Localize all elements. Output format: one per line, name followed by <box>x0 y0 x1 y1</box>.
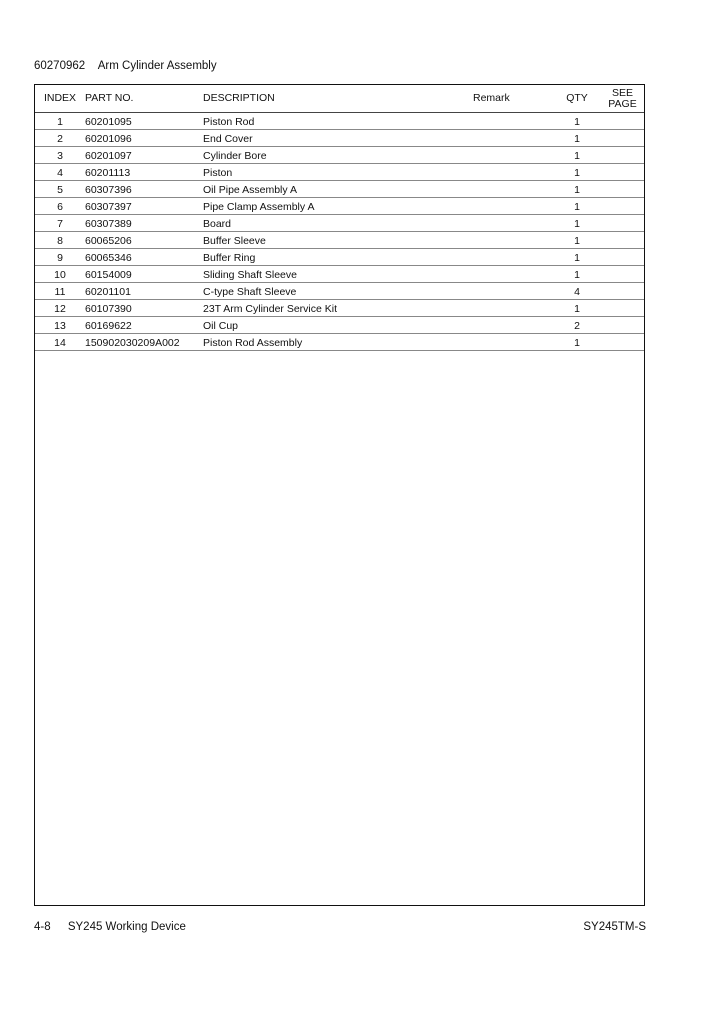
cell-description: Sliding Shaft Sleeve <box>203 266 473 283</box>
footer-section: SY245 Working Device <box>67 921 186 933</box>
table-row <box>35 317 644 334</box>
cell-index: 14 <box>35 334 85 351</box>
footer-doc-code: SY245TM-S <box>583 921 646 933</box>
cell-remark <box>473 147 553 164</box>
cell-description: End Cover <box>203 130 473 147</box>
cell-part-no: 150902030209A002 <box>85 334 203 351</box>
table-row <box>35 130 644 147</box>
cell-see-page <box>601 164 644 181</box>
table-row <box>35 266 644 283</box>
cell-see-page <box>601 181 644 198</box>
cell-qty: 1 <box>553 334 601 351</box>
cell-see-page <box>601 198 644 215</box>
page-title <box>34 60 217 72</box>
cell-see-page <box>601 147 644 164</box>
cell-index: 13 <box>35 317 85 334</box>
cell-see-page <box>601 266 644 283</box>
table-row <box>35 300 644 317</box>
cell-part-no: 60201101 <box>85 283 203 300</box>
cell-remark <box>473 198 553 215</box>
cell-qty: 1 <box>553 147 601 164</box>
cell-part-no: 60307397 <box>85 198 203 215</box>
parts-table-frame <box>34 84 645 906</box>
cell-remark <box>473 113 553 130</box>
table-row <box>35 283 644 300</box>
table-row <box>35 334 644 351</box>
cell-index: 2 <box>35 130 85 147</box>
cell-see-page <box>601 317 644 334</box>
cell-part-no: 60107390 <box>85 300 203 317</box>
header-description: DESCRIPTION <box>203 85 473 113</box>
table-row <box>35 164 644 181</box>
cell-remark <box>473 300 553 317</box>
cell-see-page <box>601 232 644 249</box>
cell-description: Cylinder Bore <box>203 147 473 164</box>
header-index: INDEX <box>35 85 85 113</box>
cell-qty: 1 <box>553 113 601 130</box>
cell-remark <box>473 334 553 351</box>
cell-description: Buffer Ring <box>203 249 473 266</box>
cell-description: 23T Arm Cylinder Service Kit <box>203 300 473 317</box>
cell-description: Buffer Sleeve <box>203 232 473 249</box>
header-see-label: SEE <box>611 86 633 99</box>
table-row <box>35 198 644 215</box>
table-row <box>35 113 644 130</box>
header-part-no: PART NO. <box>85 85 203 113</box>
cell-part-no: 60307396 <box>85 181 203 198</box>
cell-index: 12 <box>35 300 85 317</box>
header-qty: QTY <box>553 85 601 113</box>
cell-part-no: 60154009 <box>85 266 203 283</box>
cell-index: 9 <box>35 249 85 266</box>
header-remark: Remark <box>473 85 553 113</box>
cell-description: C-type Shaft Sleeve <box>203 283 473 300</box>
cell-part-no: 60201096 <box>85 130 203 147</box>
cell-index: 10 <box>35 266 85 283</box>
parts-table-body <box>35 113 644 351</box>
header-page-label: PAGE <box>608 97 637 110</box>
parts-table <box>35 85 644 351</box>
table-header-row <box>35 85 644 113</box>
cell-qty: 1 <box>553 198 601 215</box>
table-row <box>35 147 644 164</box>
cell-part-no: 60065346 <box>85 249 203 266</box>
cell-remark <box>473 232 553 249</box>
assembly-part-number: 60270962 <box>34 60 86 72</box>
cell-description: Piston <box>203 164 473 181</box>
footer-page-number: 4-8 <box>34 921 51 933</box>
cell-qty: 1 <box>553 266 601 283</box>
cell-qty: 1 <box>553 164 601 181</box>
cell-description: Piston Rod Assembly <box>203 334 473 351</box>
cell-index: 1 <box>35 113 85 130</box>
cell-part-no: 60065206 <box>85 232 203 249</box>
cell-index: 11 <box>35 283 85 300</box>
table-row <box>35 232 644 249</box>
cell-remark <box>473 181 553 198</box>
cell-see-page <box>601 249 644 266</box>
cell-description: Oil Pipe Assembly A <box>203 181 473 198</box>
cell-description: Board <box>203 215 473 232</box>
cell-remark <box>473 249 553 266</box>
cell-remark <box>473 266 553 283</box>
cell-index: 4 <box>35 164 85 181</box>
cell-index: 5 <box>35 181 85 198</box>
cell-qty: 4 <box>553 283 601 300</box>
cell-remark <box>473 283 553 300</box>
cell-qty: 1 <box>553 181 601 198</box>
cell-index: 8 <box>35 232 85 249</box>
cell-remark <box>473 215 553 232</box>
header-see-page <box>601 85 644 113</box>
cell-part-no: 60201113 <box>85 164 203 181</box>
table-row <box>35 215 644 232</box>
cell-part-no: 60169622 <box>85 317 203 334</box>
assembly-title: Arm Cylinder Assembly <box>97 60 217 72</box>
cell-see-page <box>601 215 644 232</box>
cell-see-page <box>601 130 644 147</box>
cell-remark <box>473 317 553 334</box>
cell-index: 3 <box>35 147 85 164</box>
cell-description: Oil Cup <box>203 317 473 334</box>
cell-qty: 1 <box>553 232 601 249</box>
cell-index: 7 <box>35 215 85 232</box>
cell-part-no: 60201095 <box>85 113 203 130</box>
cell-part-no: 60307389 <box>85 215 203 232</box>
table-row <box>35 249 644 266</box>
cell-remark <box>473 130 553 147</box>
table-row <box>35 181 644 198</box>
cell-index: 6 <box>35 198 85 215</box>
cell-part-no: 60201097 <box>85 147 203 164</box>
cell-qty: 1 <box>553 249 601 266</box>
cell-remark <box>473 164 553 181</box>
cell-see-page <box>601 334 644 351</box>
cell-qty: 1 <box>553 300 601 317</box>
cell-description: Pipe Clamp Assembly A <box>203 198 473 215</box>
cell-see-page <box>601 300 644 317</box>
cell-see-page <box>601 113 644 130</box>
cell-qty: 2 <box>553 317 601 334</box>
cell-description: Piston Rod <box>203 113 473 130</box>
footer-left <box>34 921 186 933</box>
cell-see-page <box>601 283 644 300</box>
cell-qty: 1 <box>553 130 601 147</box>
cell-qty: 1 <box>553 215 601 232</box>
